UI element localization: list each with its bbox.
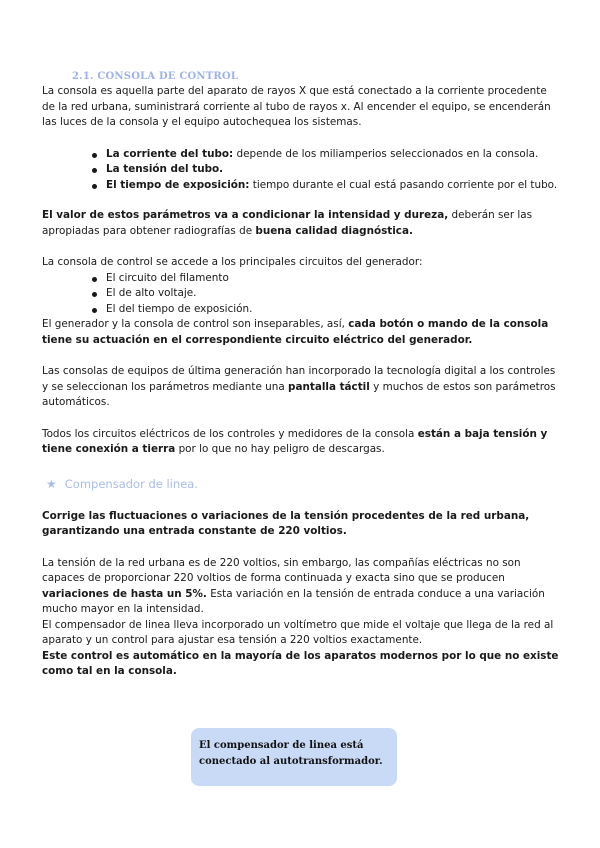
- compensator-paragraph-1: [42, 556, 560, 618]
- bold-text: El valor de estos parámetros va a condicionar la intensidad y dureza,: [42, 209, 449, 221]
- bold-text: variaciones de hasta un 5%.: [42, 587, 207, 600]
- text: Esta variación en la tensión de entrada conduce a una variación mucho mayor en la intensidad.: [42, 587, 545, 615]
- param-term: La corriente del tubo:: [106, 147, 234, 160]
- text: El generador y la consola de control son inseparables, así,: [42, 318, 349, 330]
- param-desc: depende de los miliamperios seleccionados en la consola.: [233, 147, 539, 160]
- bold-text: Corrige las fluctuaciones o variaciones de la tensión procedentes de la red urbana, garantizando una entrada constante de 220 voltios.: [42, 509, 530, 537]
- list-item: El del tiempo de exposición.: [106, 302, 560, 318]
- digital-paragraph: [42, 364, 560, 411]
- low-tension-paragraph: [42, 427, 560, 458]
- text: por lo que no hay peligro de descargas.: [175, 443, 385, 455]
- text: Las consolas de equipos de última generación han incorporado la tecnología digital a los controles y se seleccionan los parámetros mediante una: [42, 365, 556, 393]
- list-item: [106, 162, 560, 178]
- circuits-intro: La consola de control se accede a los principales circuitos del generador:: [42, 256, 423, 268]
- list-item: El circuito del filamento: [106, 271, 560, 287]
- generator-paragraph: [42, 317, 560, 348]
- compensator-lead: [42, 509, 560, 540]
- param-desc: tiempo durante el cual está pasando corriente por el tubo.: [249, 178, 558, 191]
- text: Todos los circuitos eléctricos de los controles y medidores de la consola: [42, 427, 418, 440]
- list-item: [106, 147, 560, 163]
- bold-text: buena calidad diagnóstica.: [255, 224, 413, 237]
- intro-paragraph: La consola es aquella parte del aparato de rayos X que está conectado a la corriente procedente de la red urbana, suministrará corriente al tubo de rayos x. Al encender el equipo, se encenderán las luces de la consola y el equipo autochequea los sistemas.: [42, 85, 551, 128]
- note-box: El compensador de linea está conectado al autotransformador.: [191, 728, 397, 786]
- compensator-paragraph-3: [42, 649, 560, 680]
- text: deberán ser las apropiadas para obtener radiografías de: [42, 209, 533, 237]
- star-icon: ★: [46, 476, 57, 491]
- compensator-heading: [46, 476, 560, 492]
- params-list: [42, 147, 560, 194]
- bold-text: cada botón o mando de la consola tiene su actuación en el correspondiente circuito eléctrico del generador.: [42, 318, 549, 346]
- param-term: El tiempo de exposición:: [106, 178, 250, 191]
- params-note-paragraph: [42, 208, 560, 239]
- bold-text: pantalla táctil: [288, 380, 370, 393]
- bold-text: Este control es automático en la mayoría de los aparatos modernos por lo que no existe como tal en la consola.: [42, 649, 559, 677]
- text: y muchos de estos son parámetros automáticos.: [42, 380, 556, 408]
- bold-text: están a baja tensión y tiene conexión a tierra: [42, 427, 548, 455]
- list-item: [106, 178, 560, 194]
- list-item: El de alto voltaje.: [106, 286, 560, 302]
- compensator-paragraph-2: El compensador de linea lleva incorporado un voltímetro que mide el voltaje que llega de la red al aparato y un control para ajustar esa tensión a 220 voltios exactamente.: [42, 618, 554, 646]
- text: La tensión de la red urbana es de 220 voltios, sin embargo, las compañías eléctricas no son capaces de proporcionar 220 voltios de forma continuada y exacta sino que se producen: [42, 556, 521, 584]
- compensator-heading-text: Compensador de linea.: [64, 476, 198, 491]
- param-term: La tensión del tubo.: [106, 163, 224, 175]
- circuits-list: [42, 271, 560, 318]
- section-title: 2.1. CONSOLA DE CONTROL: [72, 71, 239, 82]
